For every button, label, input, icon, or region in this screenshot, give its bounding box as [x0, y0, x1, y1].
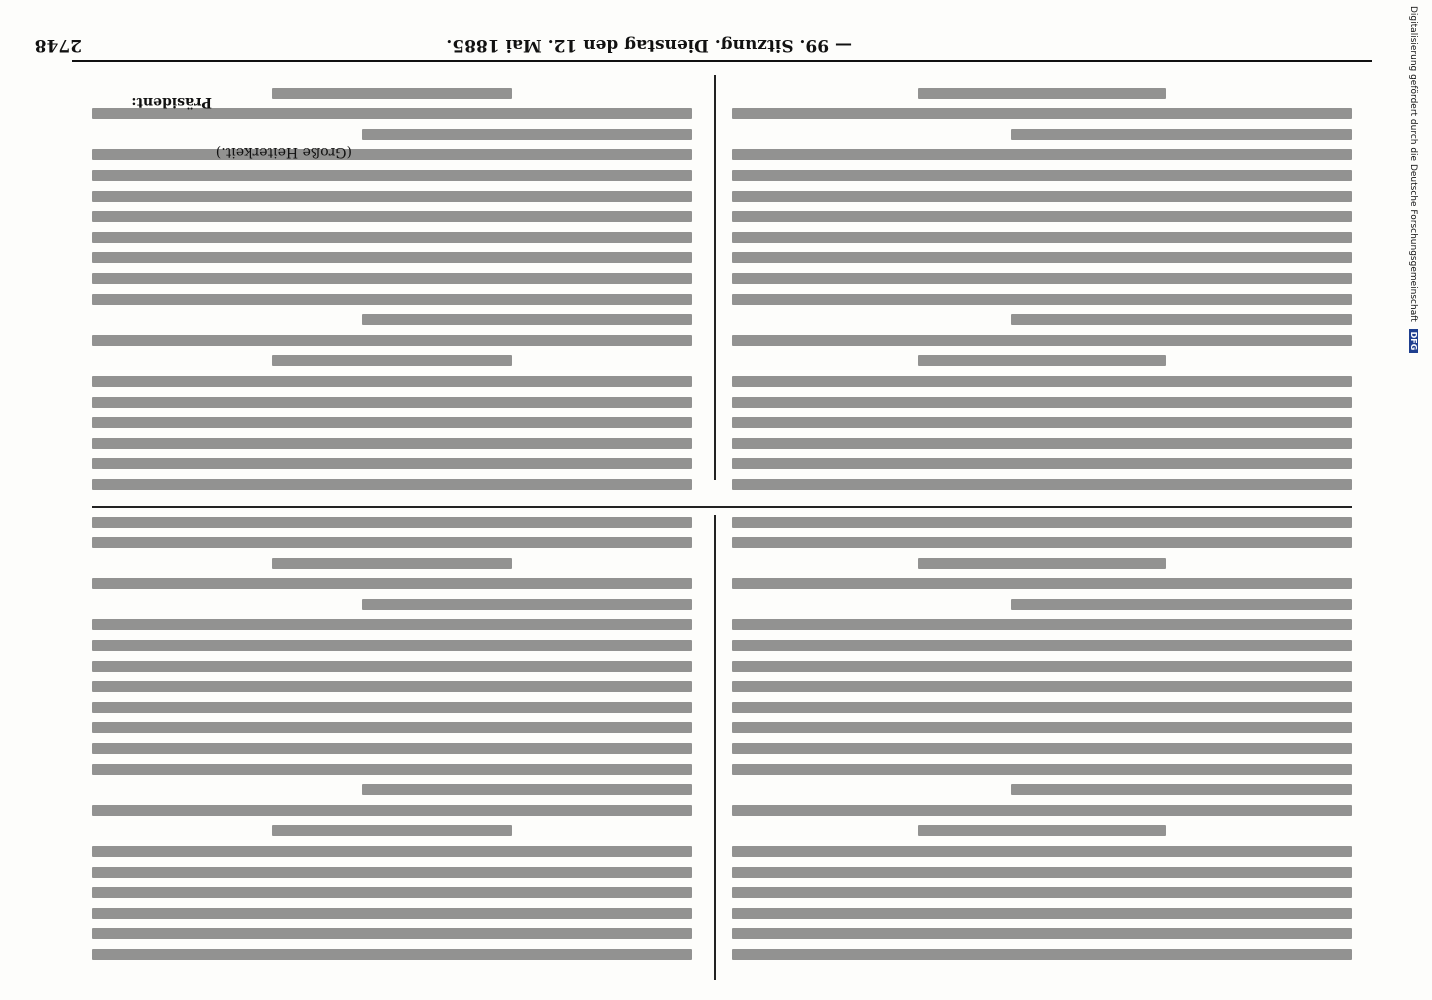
text-line [732, 578, 1352, 589]
text-line [92, 252, 692, 263]
text-line [92, 294, 692, 305]
text-line [92, 397, 692, 408]
text-line [92, 640, 692, 651]
text-line [92, 722, 692, 733]
text-line [272, 558, 512, 569]
text-line [92, 578, 692, 589]
text-line [92, 191, 692, 202]
text-line [918, 88, 1166, 99]
text-line [732, 397, 1352, 408]
dfg-logo: DFG [1409, 329, 1418, 354]
text-line [918, 355, 1166, 366]
text-line [918, 825, 1166, 836]
text-line [732, 681, 1352, 692]
page-number: 2748 [34, 35, 82, 55]
text-line [272, 825, 512, 836]
text-line [92, 517, 692, 528]
header-title: — 99. Sitzung. Dienstag den 12. Mai 1885. [446, 35, 852, 55]
text-line [272, 355, 512, 366]
text-line [92, 928, 692, 939]
text-line [92, 417, 692, 428]
text-line [732, 170, 1352, 181]
text-line [732, 702, 1352, 713]
text-line [732, 887, 1352, 898]
text-line [362, 784, 692, 795]
text-line [732, 438, 1352, 449]
text-line [92, 458, 692, 469]
text-line [92, 661, 692, 672]
text-line [732, 191, 1352, 202]
text-line [732, 805, 1352, 816]
text-line [92, 537, 692, 548]
text-line [92, 376, 692, 387]
text-line [1011, 129, 1352, 140]
text-line [732, 743, 1352, 754]
text-line [732, 479, 1352, 490]
text-line [732, 661, 1352, 672]
text-line [732, 764, 1352, 775]
text-line [362, 599, 692, 610]
text-line [92, 479, 692, 490]
text-column-lower-right [92, 507, 692, 960]
column-divider-lower [714, 75, 716, 480]
text-line [732, 949, 1352, 960]
text-line [92, 949, 692, 960]
text-line [362, 129, 692, 140]
text-line [732, 928, 1352, 939]
text-line [732, 846, 1352, 857]
text-line [1011, 314, 1352, 325]
text-line [92, 743, 692, 754]
text-line [92, 846, 692, 857]
text-line [732, 867, 1352, 878]
text-line [272, 88, 512, 99]
text-line [732, 722, 1352, 733]
text-line [732, 620, 1352, 631]
text-line [1011, 784, 1352, 795]
text-line [732, 294, 1352, 305]
text-line [732, 252, 1352, 263]
text-line [92, 867, 692, 878]
text-line [92, 273, 692, 284]
page-header [34, 25, 1372, 55]
text-column-upper-left [732, 78, 1352, 490]
text-line [732, 458, 1352, 469]
speaker-label: Präsident: [131, 94, 212, 110]
text-line [92, 702, 692, 713]
header-rule [72, 60, 1372, 62]
digitization-credit [1408, 6, 1418, 996]
text-line [732, 417, 1352, 428]
text-line [732, 335, 1352, 346]
text-line [92, 150, 692, 161]
text-line [92, 681, 692, 692]
text-column-upper-right [92, 78, 692, 490]
text-line [732, 376, 1352, 387]
interjection: (Große Heiterkeit.) [215, 144, 352, 160]
text-line [92, 805, 692, 816]
text-line [92, 908, 692, 919]
text-line [732, 150, 1352, 161]
text-line [92, 211, 692, 222]
text-line [732, 232, 1352, 243]
text-line [732, 273, 1352, 284]
text-line [918, 558, 1166, 569]
text-line [732, 108, 1352, 119]
text-line [92, 438, 692, 449]
text-line [92, 335, 692, 346]
text-line [732, 517, 1352, 528]
text-column-lower-left [732, 507, 1352, 960]
credit-text: Digitalisierung gefördert durch die Deutsche Forschungsgemeinschaft [1408, 6, 1418, 322]
text-line [362, 314, 692, 325]
text-line [92, 170, 692, 181]
text-line [732, 640, 1352, 651]
text-line [92, 620, 692, 631]
text-line [732, 908, 1352, 919]
text-line [732, 211, 1352, 222]
text-line [92, 232, 692, 243]
text-line [92, 887, 692, 898]
text-line [732, 537, 1352, 548]
text-line [92, 764, 692, 775]
text-line [1011, 599, 1352, 610]
column-divider-upper [714, 515, 716, 980]
